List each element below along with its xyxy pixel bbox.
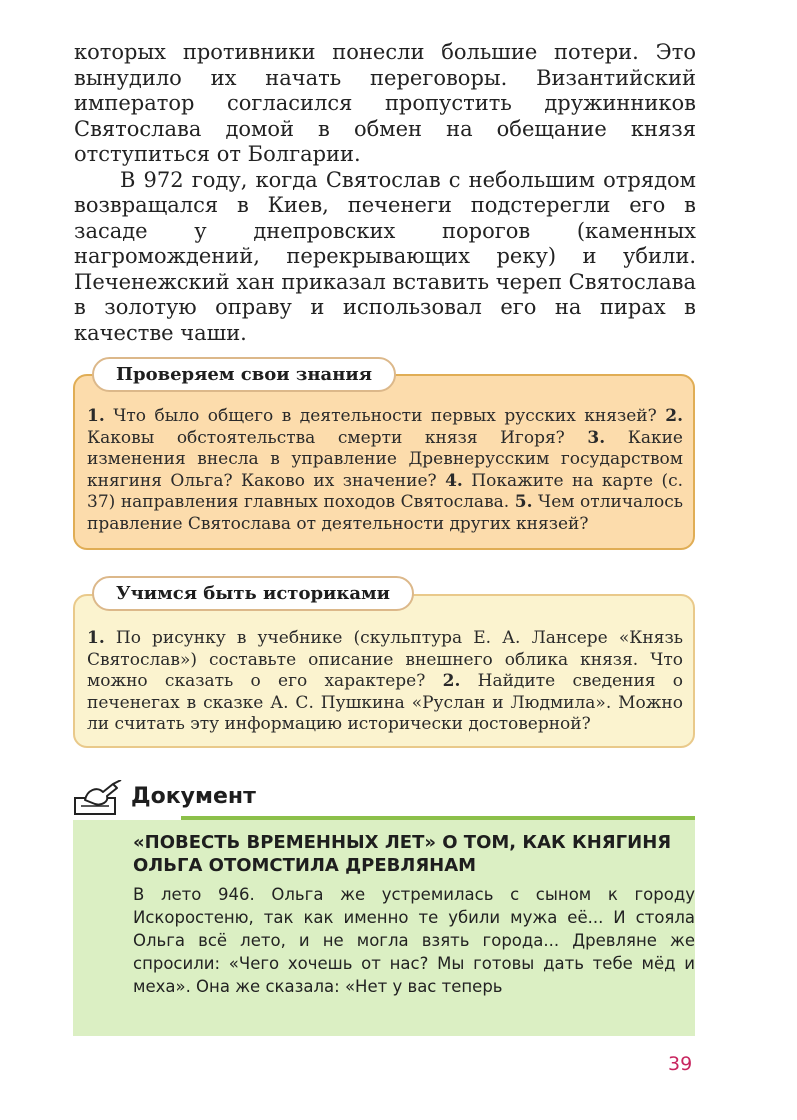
question-number: 2. — [665, 406, 683, 426]
historians-title: Учимся быть историками — [92, 576, 414, 611]
question-number: 5. — [514, 492, 533, 512]
paragraph: В 972 году, когда Святослав с небольшим отрядом возвращался в Киев, печенеги подстерегли его в засаде у днепровских порогов (каменных нагромождений, перекрывающих реку) и убили. Печенежский хан приказал вставить череп Святослава в золотую оправу и использовал его на пирах в качестве чаши. — [74, 167, 696, 345]
question-text: Какие изменения внесла в управление Древнерусским государством княгиня Ольга? Каково их значение? — [87, 427, 683, 491]
paragraph: которых противники понесли большие потери. Это вынудило их начать переговоры. Византийский император согласился пропустить дружинников Святослава домой в обмен на обещание князя отступиться от Болгарии. — [74, 40, 696, 166]
question-text: Что было общего в деятельности первых русских князей? — [104, 406, 666, 426]
document-content — [133, 832, 695, 998]
check-knowledge-questions — [87, 406, 683, 535]
document-box — [73, 820, 695, 1036]
question-number: 1. — [87, 628, 105, 648]
hand-writing-icon — [73, 780, 123, 816]
page-number: 39 — [668, 1053, 693, 1075]
question-number: 3. — [587, 427, 606, 448]
question-text: По рисунку в учебнике (скульптура Е. А. Лансере «Князь Святослав») составьте описание внешнего облика князя. Что можно сказать о его характере? — [87, 628, 683, 691]
question-text: Найдите сведения о печенегах в сказке А. С. Пушкина «Руслан и Людмила». Можно ли считать эту информацию исторически достоверной? — [87, 671, 683, 734]
question-number: 1. — [87, 406, 105, 426]
historians-box — [73, 594, 695, 748]
check-knowledge-box — [73, 374, 695, 550]
question-text: Каковы обстоятельства смерти князя Игоря? — [87, 427, 588, 448]
document-heading: «ПОВЕСТЬ ВРЕМЕННЫХ ЛЕТ» О ТОМ, КАК КНЯГИНЯ ОЛЬГА ОТОМСТИЛА ДРЕВЛЯНАМ — [133, 832, 672, 876]
document-text: В лето 946. Ольга же устремилась с сыном к городу Искоростеню, так как именно те убили мужа её... И стояла Ольга всё лето, и не могла взять города... Древляне же спросили: «Чего хочешь от нас? Мы готовы дать тебе мёд и меха». Она же сказала: «Нет у вас теперь — [133, 885, 695, 996]
question-text: Покажите на карте (с. 37) направления главных походов Святослава. — [87, 470, 683, 512]
question-text: Чем отличалось правление Святослава от деятельности других князей? — [87, 492, 684, 534]
historians-questions — [87, 628, 683, 736]
document-section-label: Документ — [131, 784, 256, 809]
document-header — [73, 780, 695, 820]
question-number: 4. — [445, 470, 463, 491]
check-knowledge-title: Проверяем свои знания — [92, 357, 396, 392]
main-text — [74, 40, 696, 346]
question-number: 2. — [442, 671, 461, 691]
